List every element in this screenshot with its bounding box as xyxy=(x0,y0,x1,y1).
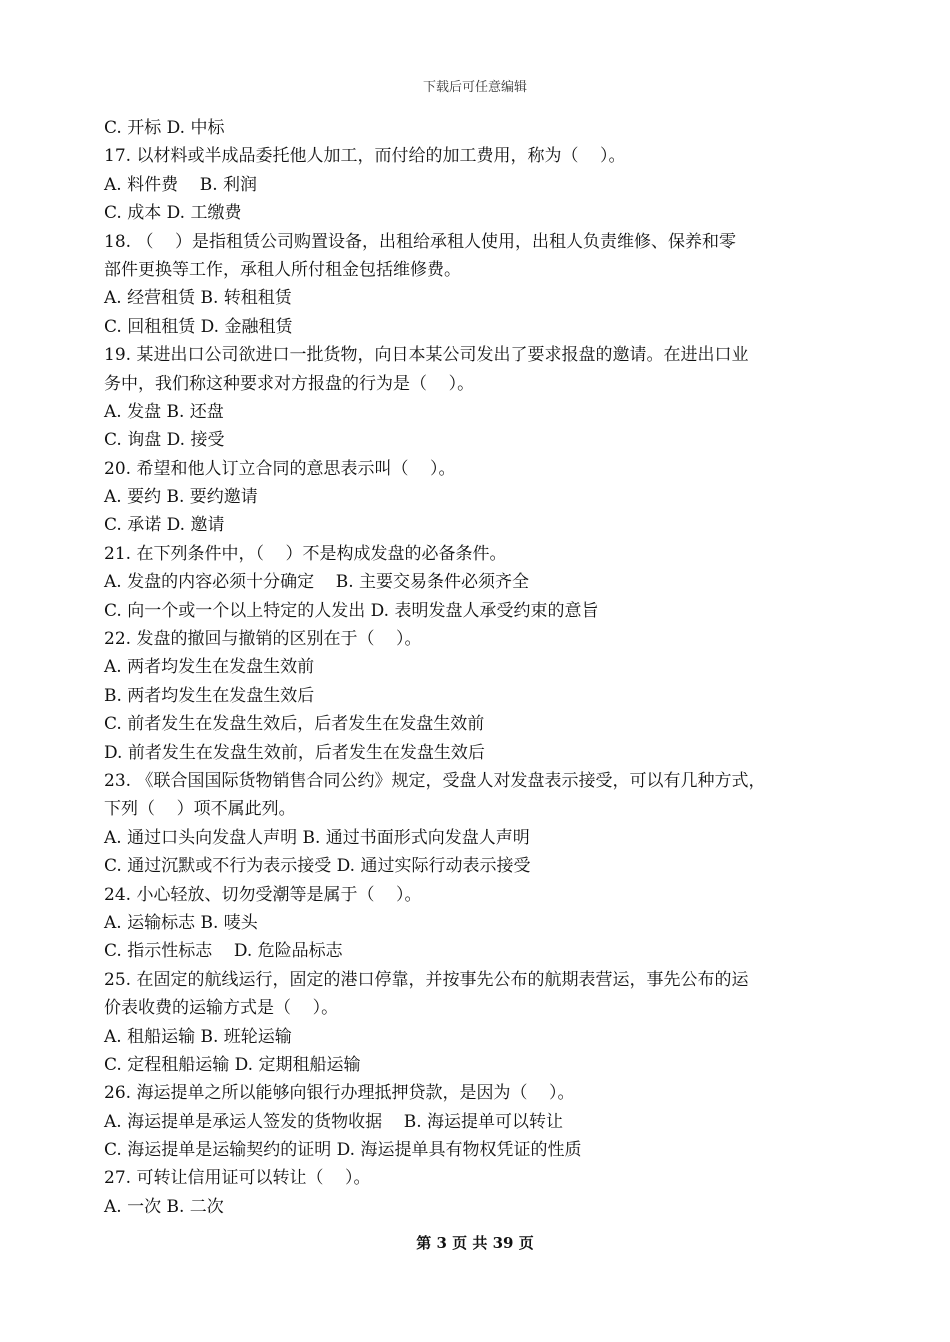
text-line: 25. 在固定的航线运行，固定的港口停靠，并按事先公布的航期表营运，事先公布的运 xyxy=(104,969,749,990)
text-line: 21. 在下列条件中，（ ）不是构成发盘的必备条件。 xyxy=(104,543,507,564)
text-line: C. 询盘 D. 接受 xyxy=(104,430,225,451)
text-line: C. 回租租赁 D. 金融租赁 xyxy=(104,316,293,337)
text-line: 24. 小心轻放、切勿受潮等是属于（ ）。 xyxy=(104,884,422,905)
text-line: C. 指示性标志 D. 危险品标志 xyxy=(104,941,343,962)
text-line: C. 成本 D. 工缴费 xyxy=(104,203,242,224)
text-line: 价表收费的运输方式是（ ）。 xyxy=(104,998,339,1019)
text-line: 19. 某进出口公司欲进口一批货物，向日本某公司发出了要求报盘的邀请。在进出口业 xyxy=(104,345,749,366)
text-line: 部件更换等工作，承租人所付租金包括维修费。 xyxy=(104,259,461,280)
text-line: C. 通过沉默或不行为表示接受 D. 通过实际行动表示接受 xyxy=(104,856,531,877)
page-header: 下载后可任意编辑 xyxy=(422,80,527,95)
text-line: 18. （ ）是指租赁公司购置设备，出租给承租人使用，出租人负责维修、保养和零 xyxy=(104,231,737,252)
text-line: C. 定程租船运输 D. 定期租船运输 xyxy=(104,1054,361,1075)
text-line: 26. 海运提单之所以能够向银行办理抵押贷款，是因为（ ）。 xyxy=(104,1083,575,1104)
text-line: B. 两者均发生在发盘生效后 xyxy=(104,685,315,706)
text-line: A. 发盘的内容必须十分确定 B. 主要交易条件必须齐全 xyxy=(104,572,529,593)
text-line: 27. 可转让信用证可以转让（ ）。 xyxy=(104,1168,371,1189)
text-line: A. 租船运输 B. 班轮运输 xyxy=(104,1026,292,1047)
document-body xyxy=(104,114,864,1221)
text-line: A. 料件费 B. 利润 xyxy=(104,174,257,195)
page-footer: 第 3 页 共 39 页 xyxy=(416,1234,534,1252)
text-line: 20. 希望和他人订立合同的意思表示叫（ ）。 xyxy=(104,458,456,479)
text-line: A. 要约 B. 要约邀请 xyxy=(104,487,258,508)
text-line: C. 海运提单是运输契约的证明 D. 海运提单具有物权凭证的性质 xyxy=(104,1140,582,1161)
text-line: A. 通过口头向发盘人声明 B. 通过书面形式向发盘人声明 xyxy=(104,827,530,848)
text-line: A. 运输标志 B. 唛头 xyxy=(104,912,258,933)
text-line: A. 两者均发生在发盘生效前 xyxy=(104,657,315,678)
text-line: A. 一次 B. 二次 xyxy=(104,1196,224,1217)
text-line: C. 前者发生在发盘生效后，后者发生在发盘生效前 xyxy=(104,714,485,735)
text-line: C. 开标 D. 中标 xyxy=(104,118,225,138)
text-line: 23. 《联合国国际货物销售合同公约》规定，受盘人对发盘表示接受，可以有几种方式， xyxy=(104,770,766,791)
text-line: C. 向一个或一个以上特定的人发出 D. 表明发盘人承受约束的意旨 xyxy=(104,600,599,621)
text-line: 下列（ ）项不属此列。 xyxy=(104,799,296,820)
text-line: A. 发盘 B. 还盘 xyxy=(104,401,224,422)
text-line: 17. 以材料或半成品委托他人加工，而付给的加工费用，称为（ ）。 xyxy=(104,146,626,167)
text-line: D. 前者发生在发盘生效前，后者发生在发盘生效后 xyxy=(104,742,485,763)
text-line: A. 海运提单是承运人签发的货物收据 B. 海运提单可以转让 xyxy=(104,1111,563,1132)
text-line: C. 承诺 D. 邀请 xyxy=(104,515,225,536)
text-line: 22. 发盘的撤回与撤销的区别在于（ ）。 xyxy=(104,629,422,650)
text-line: 务中，我们称这种要求对方报盘的行为是（ ）。 xyxy=(104,373,475,394)
text-line: A. 经营租赁 B. 转租租赁 xyxy=(104,288,292,309)
